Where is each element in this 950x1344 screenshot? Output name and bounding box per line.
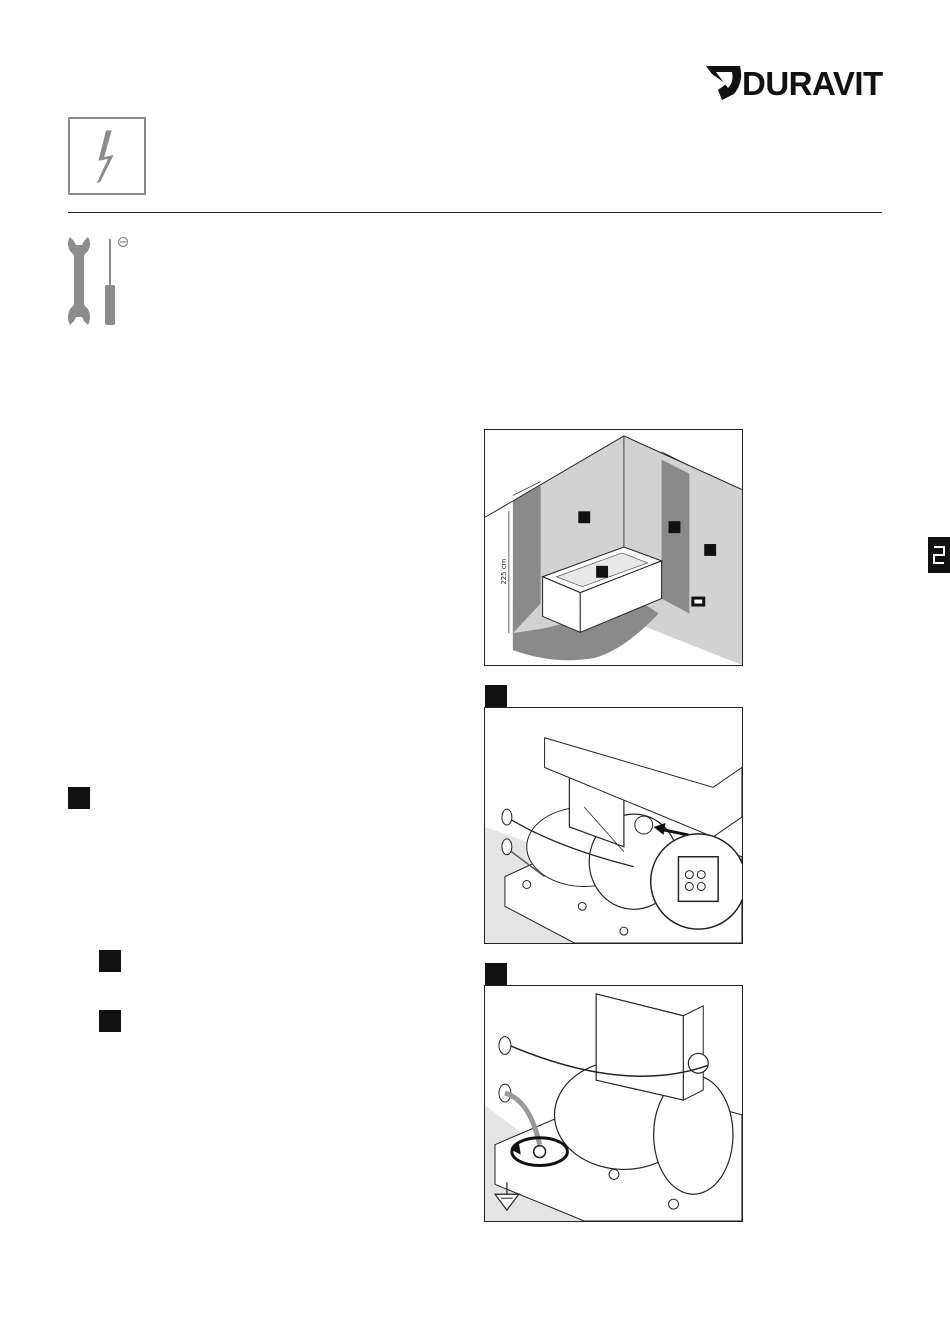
electrical-hazard-box — [68, 117, 146, 195]
side-chapter-tab — [928, 537, 950, 573]
duravit-logo-graphic — [704, 60, 890, 104]
tools-icon-group — [64, 233, 134, 328]
zone-height-label: 225 cm — [499, 558, 508, 585]
duravit-logo — [704, 60, 890, 104]
lightning-bolt-icon — [70, 119, 144, 193]
bathroom-zones-figure — [484, 429, 743, 666]
screwdriver-icon — [105, 238, 128, 326]
wrench-icon — [68, 237, 90, 325]
figure-marker-c — [99, 1010, 121, 1032]
figure-marker-b — [99, 950, 121, 972]
chapter-glyph-icon — [928, 537, 950, 573]
pump-earthing-figure — [484, 985, 743, 1222]
figure-marker-a — [68, 787, 90, 809]
figure-3-marker — [485, 963, 507, 985]
header-divider — [68, 212, 882, 213]
figure-2-marker — [485, 685, 507, 707]
logo-wordmark: DURAVIT — [742, 65, 883, 102]
pump-wiring-figure — [484, 707, 743, 944]
